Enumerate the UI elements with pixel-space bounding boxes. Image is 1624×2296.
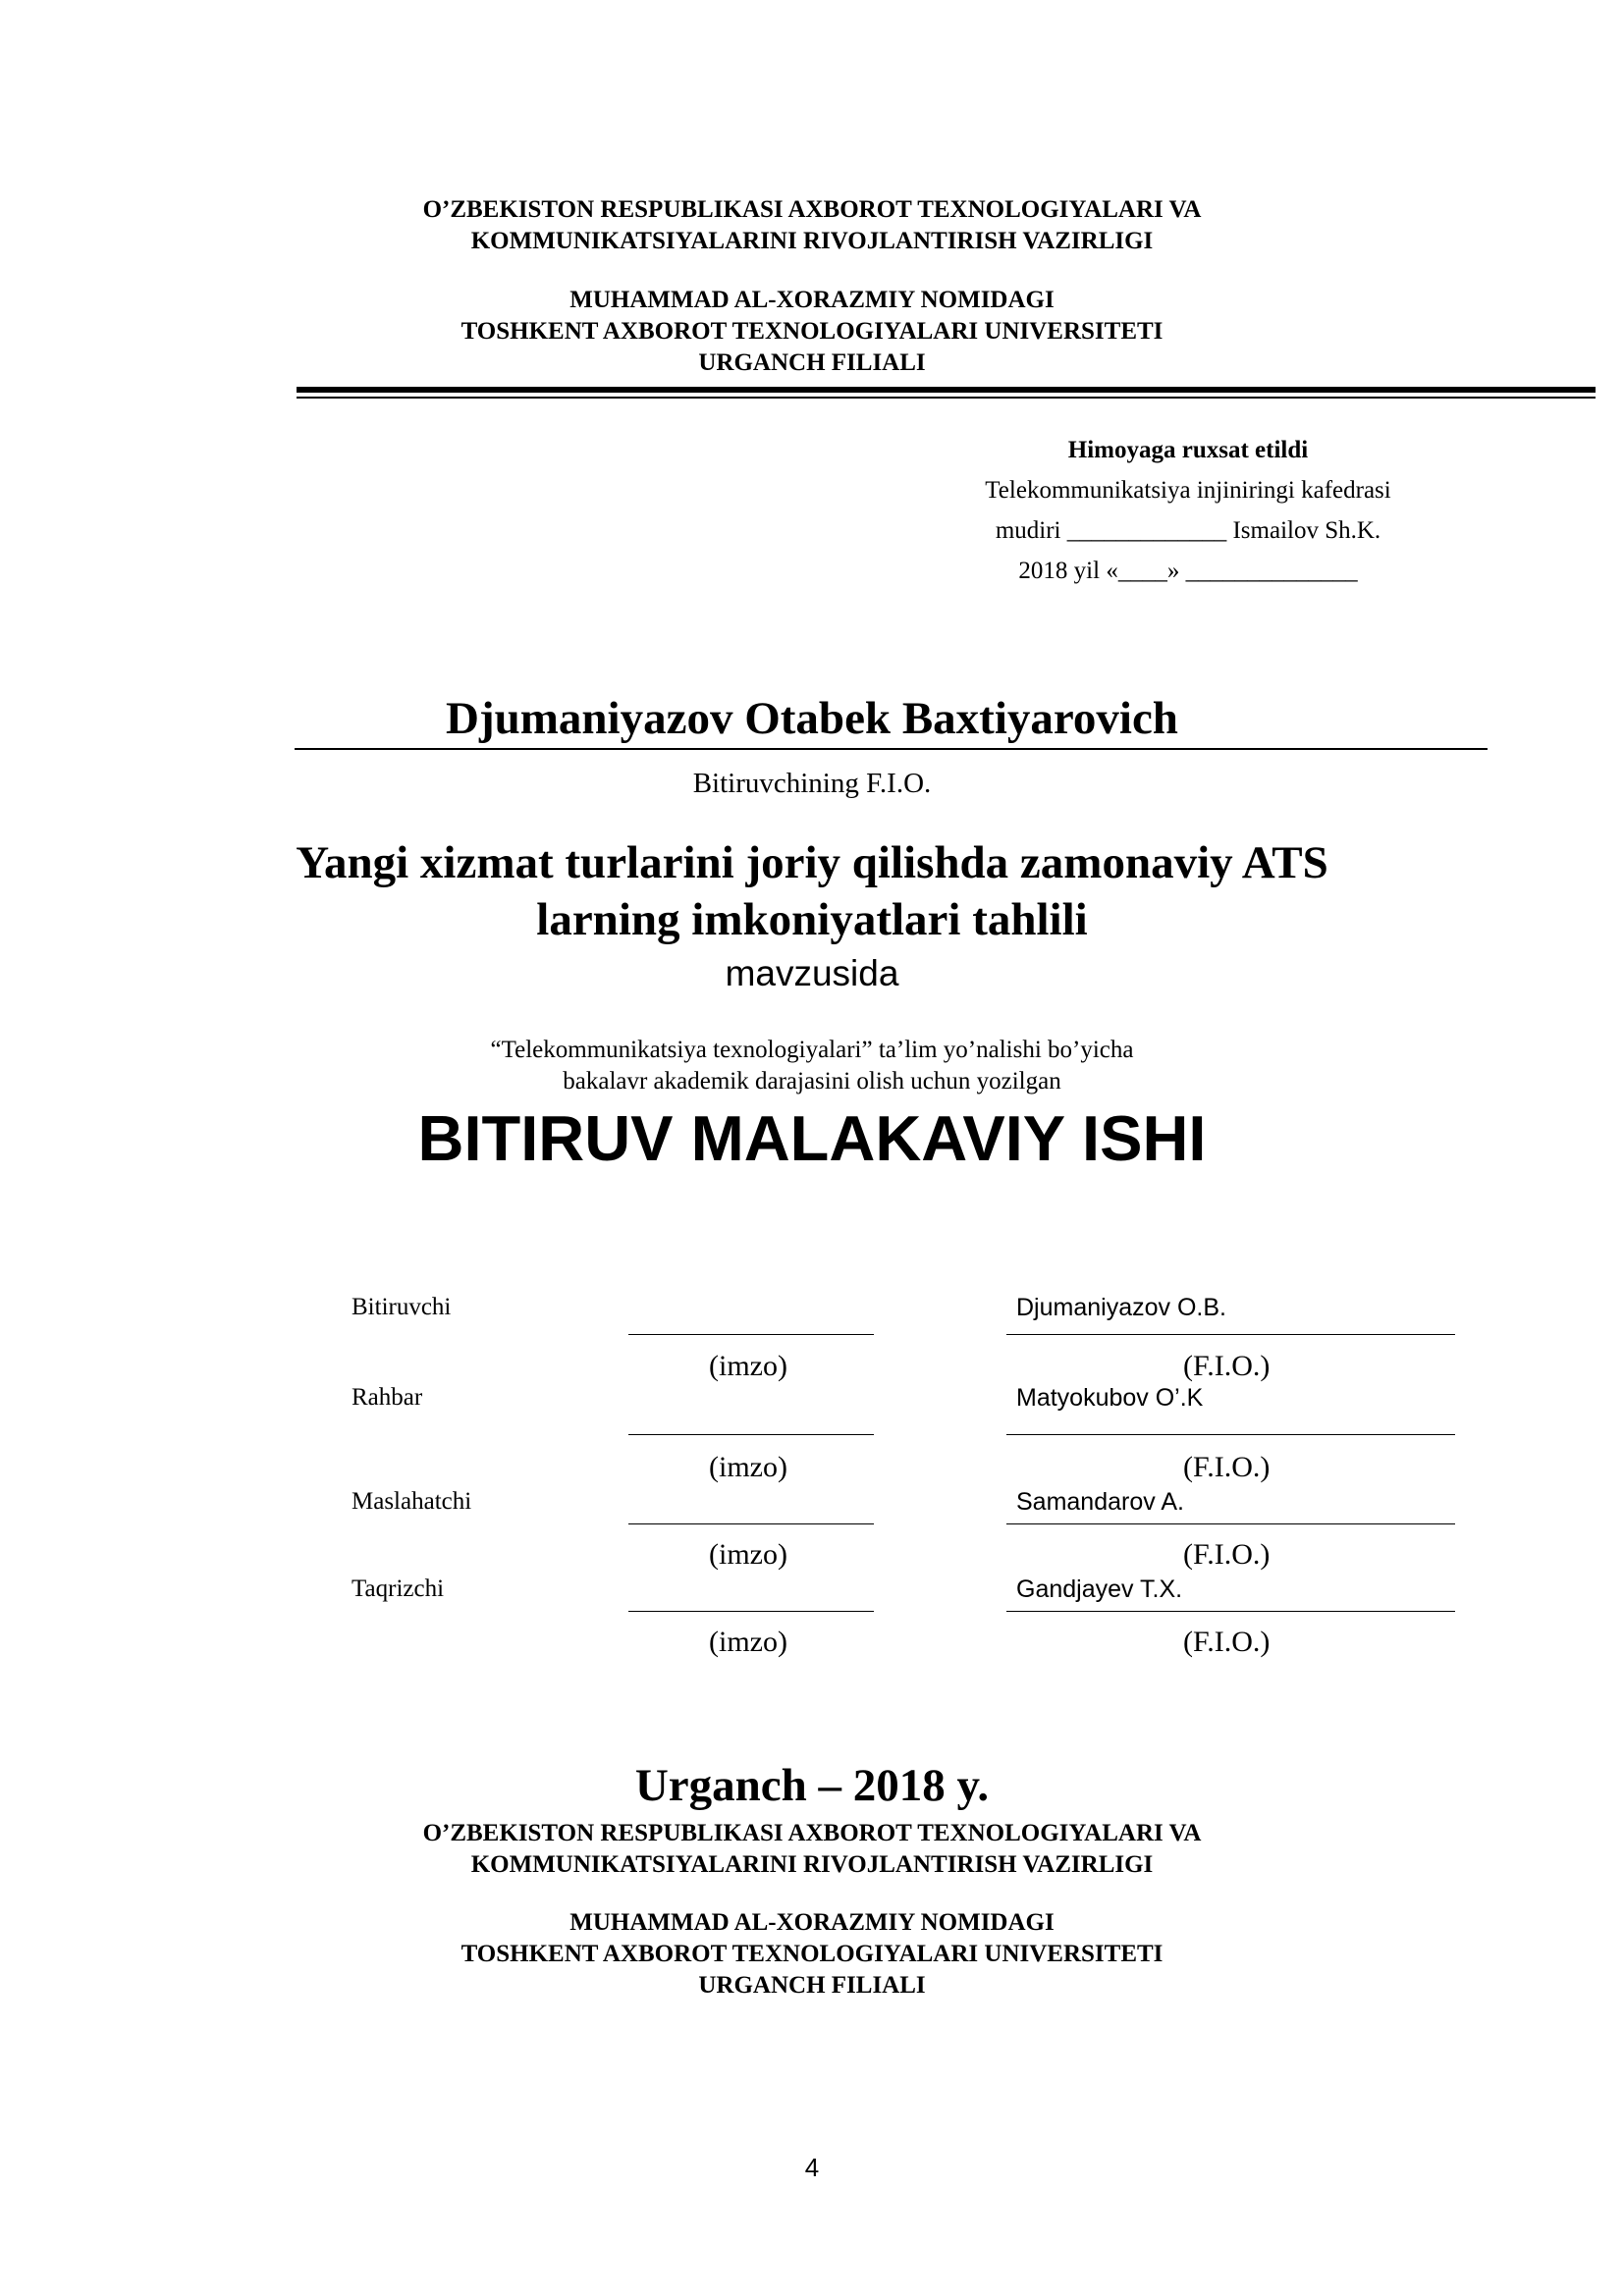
student-name-caption: Bitiruvchining F.I.O. (692, 768, 932, 799)
footer-university-line-2: TOSHKENT AXBOROT TEXNOLOGIYALARI UNIVERSITETI (460, 1941, 1164, 1967)
header-rule-thin (297, 397, 1596, 399)
topic-line-2: larning imkoniyatlari tahlili (536, 894, 1088, 945)
name-line (1006, 1334, 1455, 1335)
student-name-underline (295, 748, 1488, 750)
university-line-1: MUHAMMAD AL-XORAZMIY NOMIDAGI (569, 287, 1055, 313)
approval-block (943, 430, 1434, 591)
topic-suffix: mavzusida (725, 953, 899, 993)
signature-caption: (imzo) (709, 1626, 787, 1658)
signature-line (628, 1611, 874, 1612)
degree-line-1: “Telekommunikatsiya texnologiyalari” ta’lim yo’nalishi bo’yicha (490, 1037, 1134, 1063)
approval-line-1: Telekommunikatsiya injiniringi kafedrasi (985, 477, 1391, 504)
approval-title: Himoyaga ruxsat etildi (1067, 437, 1309, 463)
footer-ministry-line-1: O’ZBEKISTON RESPUBLIKASI AXBOROT TEXNOLOGIYALARI VA (422, 1820, 1202, 1846)
approval-line-3: 2018 yil «____» ______________ (1018, 558, 1358, 584)
signature-fullname: Matyokubov O’.K (1016, 1384, 1204, 1412)
ministry-line-1: O’ZBEKISTON RESPUBLIKASI AXBOROT TEXNOLOGIYALARI VA (422, 196, 1202, 223)
header-rule-thick (297, 387, 1596, 393)
university-line-2: TOSHKENT AXBOROT TEXNOLOGIYALARI UNIVERSITETI (460, 318, 1164, 345)
name-caption: (F.I.O.) (1183, 1626, 1271, 1658)
degree-description (0, 1035, 1624, 1097)
approval-line-2: mudiri _____________ Ismailov Sh.K. (995, 517, 1381, 544)
footer-university-line-3: URGANCH FILIALI (698, 1972, 926, 1999)
ministry-heading (0, 194, 1624, 257)
footer-university-heading (0, 1907, 1624, 2002)
signature-fullname: Djumaniyazov O.B. (1016, 1294, 1226, 1321)
name-line (1006, 1523, 1455, 1524)
signature-line (628, 1334, 874, 1335)
footer-ministry-line-2: KOMMUNIKATSIYALARINI RIVOJLANTIRISH VAZIRLIGI (470, 1851, 1154, 1878)
page-number: 4 (804, 2153, 820, 2182)
signature-role: Maslahatchi (352, 1488, 472, 1515)
signature-role: Rahbar (352, 1384, 423, 1411)
degree-line-2: bakalavr akademik darajasini olish uchun yozilgan (563, 1068, 1061, 1095)
signature-caption: (imzo) (709, 1350, 787, 1382)
signature-caption: (imzo) (709, 1538, 787, 1571)
university-heading (0, 285, 1624, 379)
place-year: Urganch – 2018 y. (634, 1760, 990, 1811)
signature-fullname: Gandjayev T.X. (1016, 1575, 1183, 1603)
signature-line (628, 1434, 874, 1435)
name-caption: (F.I.O.) (1183, 1350, 1271, 1382)
document-title: BITIRUV MALAKAVIY ISHI (417, 1102, 1207, 1174)
name-caption: (F.I.O.) (1183, 1451, 1271, 1483)
name-caption: (F.I.O.) (1183, 1538, 1271, 1571)
ministry-line-2: KOMMUNIKATSIYALARINI RIVOJLANTIRISH VAZIRLIGI (470, 228, 1154, 254)
footer-university-line-1: MUHAMMAD AL-XORAZMIY NOMIDAGI (569, 1909, 1055, 1936)
topic-line-1: Yangi xizmat turlarini joriy qilishda zamonaviy ATS (296, 837, 1328, 888)
name-line (1006, 1611, 1455, 1612)
signature-fullname: Samandarov A. (1016, 1488, 1184, 1516)
thesis-topic (0, 834, 1624, 948)
signature-role: Taqrizchi (352, 1575, 445, 1602)
signature-caption: (imzo) (709, 1451, 787, 1483)
signature-role: Bitiruvchi (352, 1294, 452, 1320)
footer-ministry-heading (0, 1818, 1624, 1881)
name-line (1006, 1434, 1455, 1435)
student-name: Djumaniyazov Otabek Baxtiyarovich (446, 693, 1178, 744)
signature-line (628, 1523, 874, 1524)
university-line-3: URGANCH FILIALI (698, 349, 926, 376)
